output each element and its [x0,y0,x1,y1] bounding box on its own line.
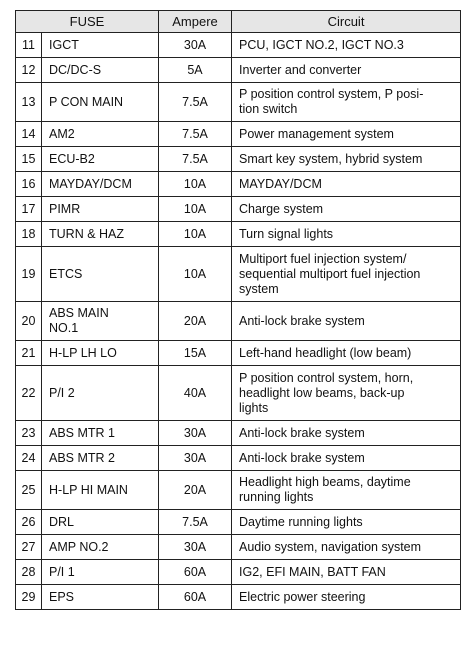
fuse-ampere: 15A [159,341,232,366]
fuse-number: 19 [16,247,42,302]
fuse-number: 23 [16,421,42,446]
table-row [16,33,461,58]
fuse-ampere: 7.5A [159,147,232,172]
fuse-name: PIMR [42,197,159,222]
fuse-name: P/I 2 [42,366,159,421]
fuse-name: EPS [42,585,159,610]
table-row [16,247,461,302]
fuse-circuit: PCU, IGCT NO.2, IGCT NO.3 [232,33,461,58]
fuse-circuit: P position control system, P posi- tion switch [232,83,461,122]
fuse-circuit: Anti-lock brake system [232,302,461,341]
fuse-name: ABS MAIN NO.1 [42,302,159,341]
fuse-ampere: 7.5A [159,122,232,147]
fuse-ampere: 10A [159,247,232,302]
fuse-number: 16 [16,172,42,197]
fuse-ampere: 7.5A [159,510,232,535]
fuse-ampere: 30A [159,446,232,471]
table-row [16,197,461,222]
fuse-name: AM2 [42,122,159,147]
fuse-name: DRL [42,510,159,535]
fuse-ampere: 10A [159,197,232,222]
table-row [16,122,461,147]
fuse-name: ABS MTR 2 [42,446,159,471]
fuse-number: 21 [16,341,42,366]
fuse-circuit: IG2, EFI MAIN, BATT FAN [232,560,461,585]
table-row [16,58,461,83]
fuse-number: 27 [16,535,42,560]
fuse-number: 22 [16,366,42,421]
fuse-ampere: 60A [159,560,232,585]
fuse-name: P/I 1 [42,560,159,585]
fuse-number: 20 [16,302,42,341]
fuse-number: 28 [16,560,42,585]
table-row [16,421,461,446]
fuse-circuit: Electric power steering [232,585,461,610]
fuse-ampere: 60A [159,585,232,610]
fuse-name: ECU-B2 [42,147,159,172]
table-row [16,222,461,247]
table-body [16,33,461,610]
fuse-number: 14 [16,122,42,147]
fuse-ampere: 30A [159,535,232,560]
fuse-number: 11 [16,33,42,58]
fuse-circuit: Headlight high beams, daytime running lights [232,471,461,510]
fuse-name: H-LP LH LO [42,341,159,366]
table-row [16,446,461,471]
fuse-number: 18 [16,222,42,247]
fuse-circuit: Charge system [232,197,461,222]
table-row [16,341,461,366]
fuse-circuit: Inverter and converter [232,58,461,83]
fuse-name: DC/DC-S [42,58,159,83]
fuse-circuit: Power management system [232,122,461,147]
table-row [16,560,461,585]
header-ampere: Ampere [159,11,232,33]
fuse-number: 25 [16,471,42,510]
fuse-circuit: Smart key system, hybrid system [232,147,461,172]
fuse-ampere: 10A [159,172,232,197]
fuse-name: P CON MAIN [42,83,159,122]
fuse-circuit: Anti-lock brake system [232,421,461,446]
fuse-number: 13 [16,83,42,122]
fuse-number: 12 [16,58,42,83]
fuse-ampere: 5A [159,58,232,83]
table-row [16,172,461,197]
fuse-number: 26 [16,510,42,535]
fuse-name: IGCT [42,33,159,58]
fuse-ampere: 20A [159,471,232,510]
table-row [16,510,461,535]
fuse-circuit: Audio system, navigation system [232,535,461,560]
table-header-row [16,11,461,33]
fuse-circuit: Anti-lock brake system [232,446,461,471]
fuse-ampere: 30A [159,33,232,58]
header-fuse: FUSE [16,11,159,33]
fuse-name: ABS MTR 1 [42,421,159,446]
fuse-circuit: P position control system, horn, headlight low beams, back-up lights [232,366,461,421]
fuse-circuit: Turn signal lights [232,222,461,247]
fuse-number: 29 [16,585,42,610]
table-row [16,535,461,560]
fuse-name: MAYDAY/DCM [42,172,159,197]
fuse-name: AMP NO.2 [42,535,159,560]
fuse-circuit: MAYDAY/DCM [232,172,461,197]
fuse-circuit: Daytime running lights [232,510,461,535]
table-row [16,585,461,610]
fuse-table [15,10,461,610]
table-row [16,302,461,341]
fuse-number: 15 [16,147,42,172]
table-row [16,471,461,510]
fuse-ampere: 40A [159,366,232,421]
fuse-name: H-LP HI MAIN [42,471,159,510]
fuse-number: 24 [16,446,42,471]
fuse-number: 17 [16,197,42,222]
fuse-circuit: Left-hand headlight (low beam) [232,341,461,366]
fuse-ampere: 10A [159,222,232,247]
fuse-name: TURN & HAZ [42,222,159,247]
fuse-circuit: Multiport fuel injection system/ sequential multiport fuel injection system [232,247,461,302]
table-row [16,83,461,122]
table-row [16,147,461,172]
header-circuit: Circuit [232,11,461,33]
fuse-ampere: 7.5A [159,83,232,122]
fuse-ampere: 30A [159,421,232,446]
fuse-name: ETCS [42,247,159,302]
fuse-ampere: 20A [159,302,232,341]
table-row [16,366,461,421]
